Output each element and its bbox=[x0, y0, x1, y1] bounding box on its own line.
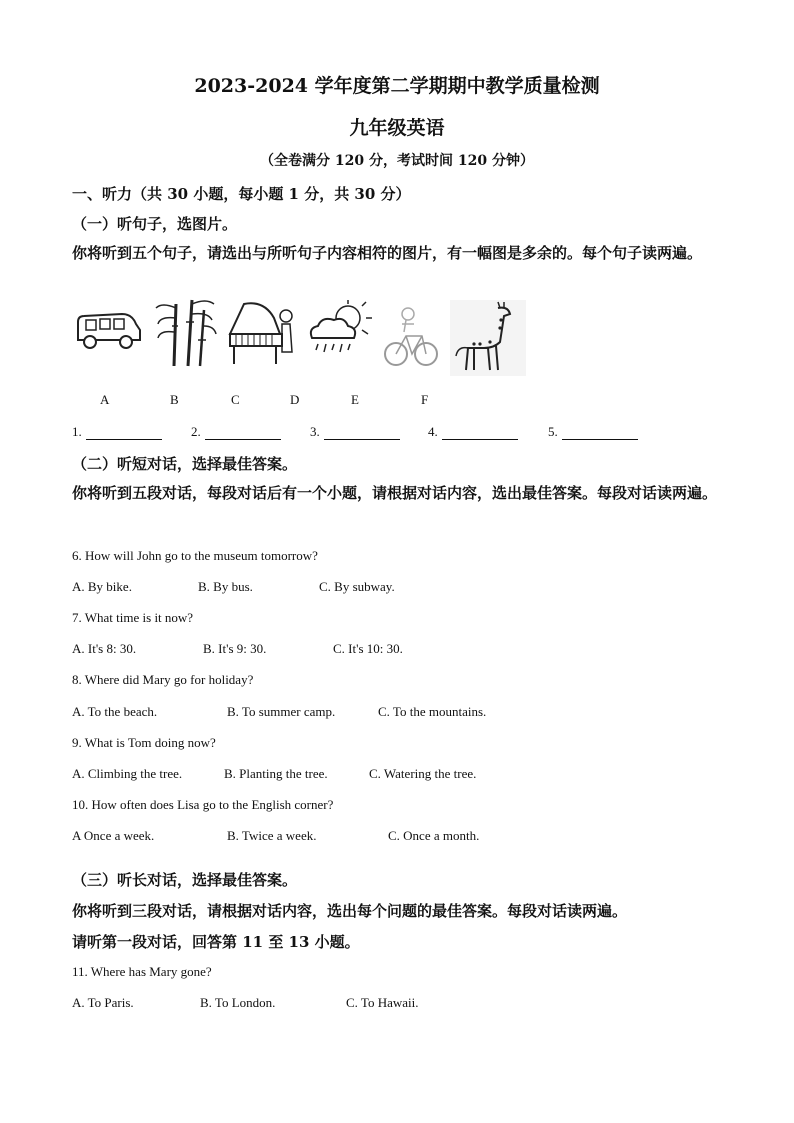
option-b[interactable]: B. To London. bbox=[200, 995, 276, 1010]
section-heading: 一、听力（共 30 小题，每小题 1 分，共 30 分） bbox=[72, 185, 411, 203]
option-c[interactable]: C. Watering the tree. bbox=[369, 766, 477, 781]
option-a[interactable]: A. To Paris. bbox=[72, 995, 134, 1010]
option-b[interactable]: B. Planting the tree. bbox=[224, 766, 328, 781]
picture-letter: B bbox=[170, 392, 179, 407]
answer-blank-2[interactable] bbox=[191, 424, 281, 440]
part3-heading: （三）听长对话，选择最佳答案。 bbox=[72, 871, 298, 889]
question-11: 11. Where has Mary gone? bbox=[72, 964, 212, 979]
option-b[interactable]: B. It's 9: 30. bbox=[203, 641, 267, 656]
answer-blank-3[interactable] bbox=[310, 424, 400, 440]
blank-number: 2. bbox=[191, 424, 201, 439]
picture-letter: A bbox=[100, 392, 110, 407]
option-c[interactable]: C. Once a month. bbox=[388, 828, 480, 843]
option-c[interactable]: C. To the mountains. bbox=[378, 704, 487, 719]
part1-instruction: 你将听到五个句子，请选出与所听句子内容相符的图片，有一幅图是多余的。每个句子读两遍。 bbox=[72, 244, 703, 262]
picture-letter: C bbox=[231, 392, 240, 407]
car-icon bbox=[72, 300, 144, 356]
piano-icon bbox=[224, 294, 298, 368]
exam-note: （全卷满分 120 分，考试时间 120 分钟） bbox=[260, 153, 534, 169]
option-c[interactable]: C. By subway. bbox=[319, 579, 395, 594]
answer-blank-5[interactable] bbox=[548, 424, 638, 440]
part2-instruction: 你将听到五段对话，每段对话后有一个小题，请根据对话内容，选出最佳答案。每段对话读两遍。 bbox=[72, 484, 718, 502]
option-a[interactable]: A. To the beach. bbox=[72, 704, 158, 719]
option-a[interactable]: A. By bike. bbox=[72, 579, 132, 594]
part3-sub-instruction: 请听第一段对话，回答第 11 至 13 小题。 bbox=[72, 933, 360, 951]
answer-blank-1[interactable] bbox=[72, 424, 162, 440]
option-c[interactable]: C. To Hawaii. bbox=[346, 995, 419, 1010]
blank-number: 1. bbox=[72, 424, 82, 439]
picture-letter: F bbox=[421, 392, 429, 407]
option-c[interactable]: C. It's 10: 30. bbox=[333, 641, 403, 656]
picture-letter: D bbox=[290, 392, 300, 407]
giraffe-icon bbox=[450, 300, 526, 376]
option-a[interactable]: A Once a week. bbox=[72, 828, 155, 843]
question-6: 6. How will John go to the museum tomorrow? bbox=[72, 548, 318, 563]
sun-cloud-rain-icon bbox=[304, 300, 374, 364]
answer-blank-4[interactable] bbox=[428, 424, 518, 440]
exam-title: 2023-2024 学年度第二学期期中教学质量检测 bbox=[194, 75, 600, 97]
blank-number: 3. bbox=[310, 424, 320, 439]
option-a[interactable]: A. Climbing the tree. bbox=[72, 766, 183, 781]
picture-row bbox=[72, 300, 532, 380]
option-b[interactable]: B. By bus. bbox=[198, 579, 253, 594]
option-a[interactable]: A. It's 8: 30. bbox=[72, 641, 137, 656]
question-10: 10. How often does Lisa go to the English corner? bbox=[72, 797, 334, 812]
blank-number: 5. bbox=[548, 424, 558, 439]
picture-letter: E bbox=[351, 392, 359, 407]
blank-number: 4. bbox=[428, 424, 438, 439]
option-b[interactable]: B. Twice a week. bbox=[227, 828, 317, 843]
exam-subtitle: 九年级英语 bbox=[349, 117, 445, 139]
bamboo-icon bbox=[152, 296, 218, 368]
option-b[interactable]: B. To summer camp. bbox=[227, 704, 336, 719]
part1-heading: （一）听句子，选图片。 bbox=[72, 215, 238, 233]
question-7: 7. What time is it now? bbox=[72, 610, 194, 625]
question-8: 8. Where did Mary go for holiday? bbox=[72, 672, 254, 687]
bicycle-icon bbox=[382, 302, 440, 372]
part2-heading: （二）听短对话，选择最佳答案。 bbox=[72, 455, 298, 473]
part3-instruction: 你将听到三段对话，请根据对话内容，选出每个问题的最佳答案。每段对话读两遍。 bbox=[72, 902, 628, 920]
question-9: 9. What is Tom doing now? bbox=[72, 735, 216, 750]
